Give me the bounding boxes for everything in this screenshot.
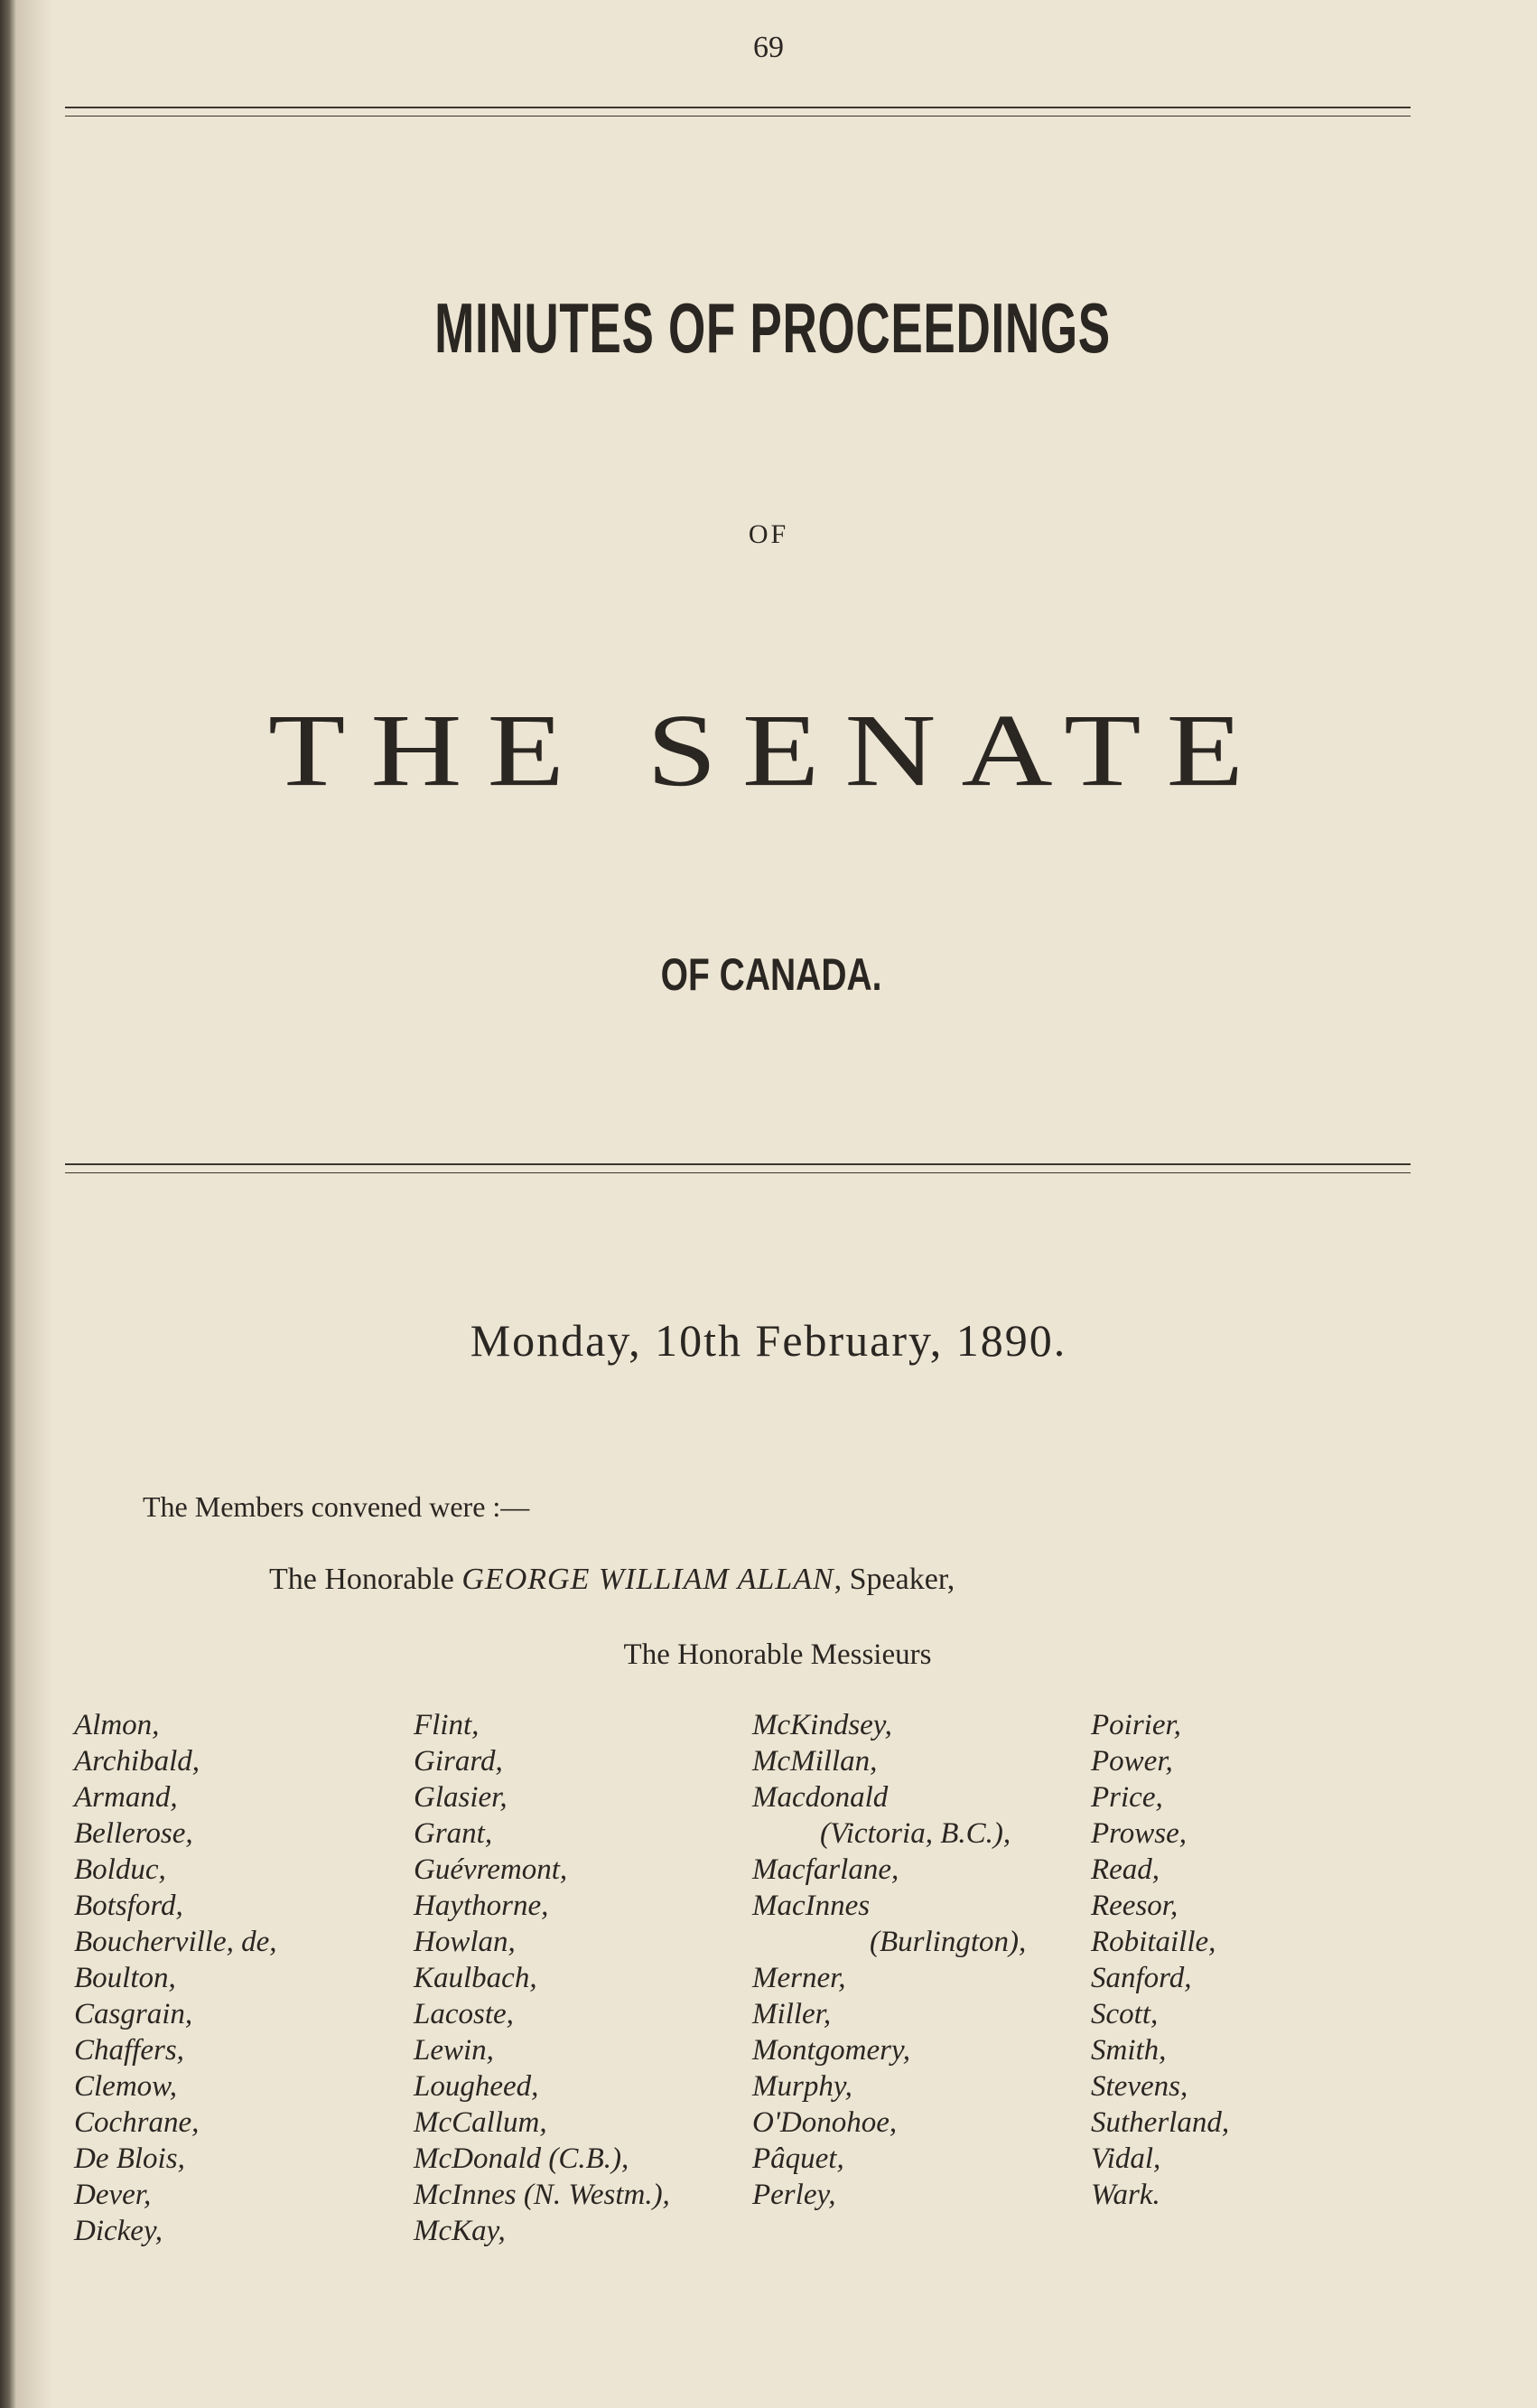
member-name: Cochrane, [74, 2106, 200, 2139]
member-name: Vidal, [1091, 2142, 1161, 2175]
heading-of: OF [748, 519, 789, 549]
of-canada-subtitle: OF CANADA. [660, 949, 882, 1000]
member-column-3 [752, 1707, 1026, 2213]
top-rule-1 [65, 107, 1411, 108]
member-name: Lewin, [414, 2034, 494, 2067]
member-name: Dickey, [74, 2215, 163, 2247]
member-name: Read, [1091, 1853, 1160, 1886]
paper-shadow [16, 0, 52, 2408]
member-name: Guévremont, [414, 1853, 568, 1886]
member-name: De Blois, [74, 2142, 185, 2175]
member-name: Bolduc, [74, 1853, 166, 1886]
member-column-1 [74, 1707, 277, 2249]
sitting-date: Monday, 10th February, 1890. [470, 1315, 1067, 1366]
member-name: Sutherland, [1091, 2106, 1230, 2139]
member-name: Reesor, [1091, 1890, 1178, 1922]
member-column-2 [414, 1707, 670, 2249]
member-name: Flint, [414, 1709, 480, 1741]
speaker-prefix: The Honorable [269, 1563, 454, 1596]
member-name: McKay, [414, 2215, 506, 2247]
members-convened-intro: The Members convened were :— [143, 1490, 530, 1523]
member-name: McInnes (N. Westm.), [414, 2179, 670, 2211]
member-name: Scott, [1091, 1998, 1159, 2030]
member-name: Prowse, [1091, 1817, 1188, 1850]
member-name: Poirier, [1091, 1709, 1181, 1741]
member-name: Chaffers, [74, 2034, 184, 2067]
member-name: McDonald (C.B.), [414, 2142, 629, 2175]
member-name: Clemow, [74, 2070, 177, 2103]
member-name: Price, [1091, 1781, 1163, 1814]
member-name: Armand, [74, 1781, 178, 1814]
member-name: (Burlington), [870, 1926, 1027, 1958]
member-name: Macfarlane, [752, 1853, 899, 1886]
member-name: Pâquet, [752, 2142, 844, 2175]
member-name: Lacoste, [414, 1998, 514, 2030]
member-name: Montgomery, [752, 2034, 911, 2067]
member-name: Boucherville, de, [74, 1926, 277, 1958]
page-number: 69 [753, 31, 784, 64]
member-name: Girard, [414, 1745, 503, 1778]
member-name: Almon, [74, 1709, 160, 1741]
member-column-4 [1091, 1707, 1229, 2213]
book-binding-edge [0, 0, 16, 2408]
member-name: Macdonald [752, 1781, 889, 1814]
member-name: Bellerose, [74, 1817, 193, 1850]
member-name: Boulton, [74, 1962, 176, 1994]
member-name: O'Donohoe, [752, 2106, 898, 2139]
member-name: Merner, [752, 1962, 846, 1994]
member-name: Archibald, [74, 1745, 200, 1778]
member-name: MacInnes [752, 1890, 871, 1922]
member-name: McCallum, [414, 2106, 547, 2139]
minutes-of-proceedings-heading: MINUTES OF PROCEEDINGS [434, 288, 1111, 368]
member-name: Perley, [752, 2179, 836, 2211]
member-name: Grant, [414, 1817, 493, 1850]
middle-rule-2 [65, 1172, 1411, 1173]
speaker-name: GEORGE WILLIAM ALLAN [461, 1563, 834, 1596]
member-name: (Victoria, B.C.), [820, 1817, 1011, 1850]
member-name: Haythorne, [414, 1890, 549, 1922]
middle-rule-1 [65, 1163, 1411, 1165]
member-name: Robitaille, [1091, 1926, 1216, 1958]
member-name: Dever, [74, 2179, 152, 2211]
the-senate-title: THE SENATE [267, 693, 1270, 808]
top-rule-2 [65, 116, 1411, 117]
member-name: Lougheed, [414, 2070, 539, 2103]
member-name: Wark. [1091, 2179, 1160, 2211]
member-name: McMillan, [752, 1745, 878, 1778]
speaker-suffix: , Speaker, [834, 1563, 955, 1596]
honorable-messieurs-heading: The Honorable Messieurs [623, 1638, 932, 1671]
member-name: Murphy, [752, 2070, 852, 2103]
member-name: Botsford, [74, 1890, 183, 1922]
member-name: Glasier, [414, 1781, 508, 1814]
member-name: Power, [1091, 1745, 1173, 1778]
member-name: Stevens, [1091, 2070, 1188, 2103]
member-name: Sanford, [1091, 1962, 1192, 1994]
member-name: Miller, [752, 1998, 832, 2030]
member-name: Kaulbach, [414, 1962, 537, 1994]
member-name: Howlan, [414, 1926, 516, 1958]
speaker-line [269, 1563, 955, 1597]
member-name: Casgrain, [74, 1998, 193, 2030]
member-name: McKindsey, [752, 1709, 892, 1741]
member-name: Smith, [1091, 2034, 1167, 2067]
